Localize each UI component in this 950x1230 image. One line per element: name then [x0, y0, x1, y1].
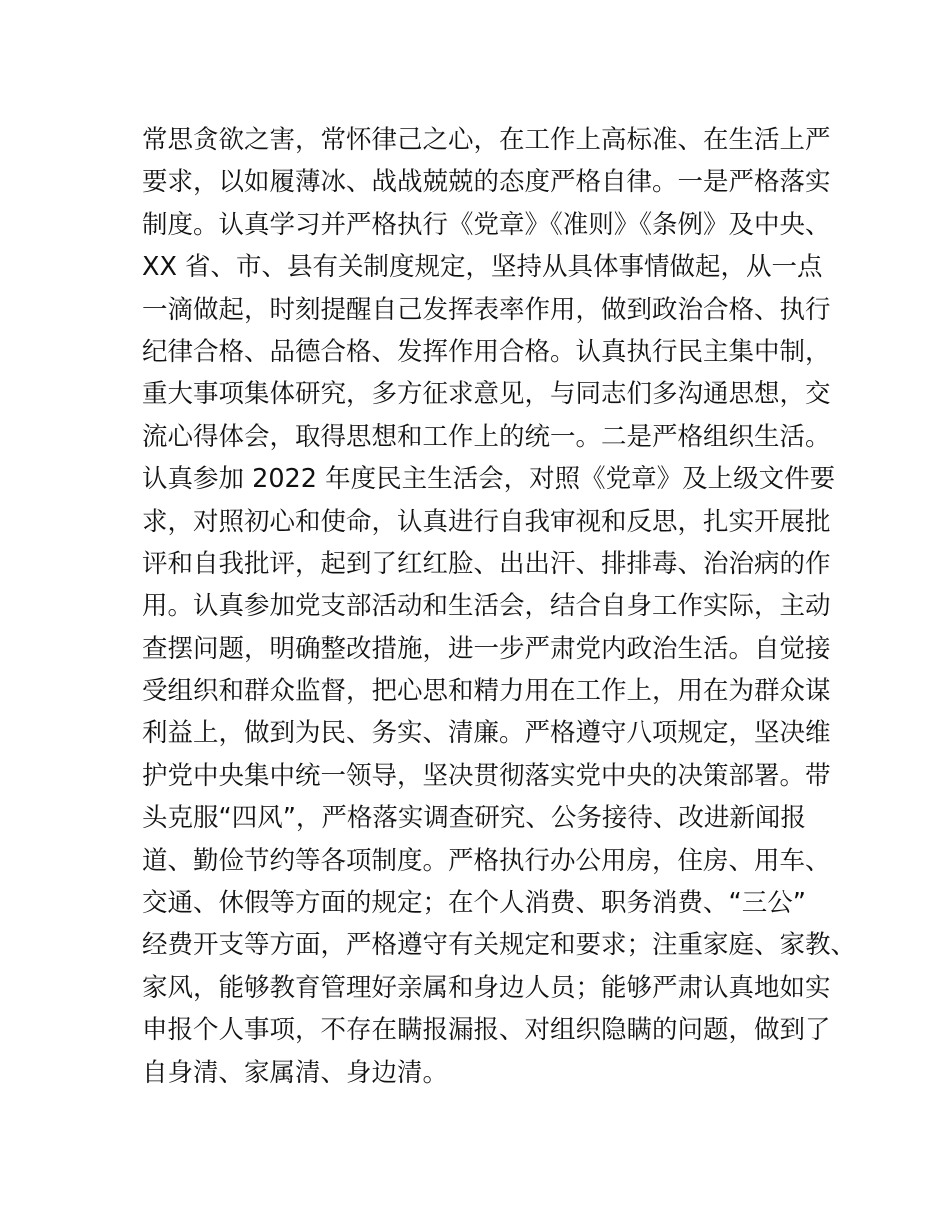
text-line: 常思贪欲之害，常怀律己之心，在工作上高标准、在生活上严 — [142, 125, 831, 155]
text-line: 认真参加 2022 年度民主生活会，对照《党章》及上级文件要 — [142, 464, 836, 495]
text-line: 纪律合格、品德合格、发挥作用合格。认真执行民主集中制， — [142, 336, 831, 367]
text-line: 一滴做起，时刻提醒自己发挥表率作用，做到政治合格、执行 — [142, 294, 831, 325]
text-line: 家风，能够教育管理好亲属和身边人员；能够严肃认真地如实 — [142, 972, 831, 1003]
text-line: 制度。认真学习并严格执行《党章》《准则》《条例》及中央、 — [142, 209, 831, 240]
text-line: 头克服“四风”，严格落实调查研究、公务接待、改进新闻报 — [142, 803, 806, 834]
text-line: 用。认真参加党支部活动和生活会，结合自身工作实际，主动 — [142, 591, 831, 622]
text-line: 受组织和群众监督，把心思和精力用在工作上，用在为群众谋 — [142, 676, 831, 707]
body-paragraph — [142, 119, 857, 1094]
text-line: 重大事项集体研究，多方征求意见，与同志们多沟通思想，交 — [142, 379, 831, 410]
text-line: 利益上，做到为民、务实、清廉。严格遵守八项规定，坚决维 — [142, 718, 831, 749]
text-line: 经费开支等方面，严格遵守有关规定和要求；注重家庭、家教、 — [142, 930, 857, 961]
text-line: 护党中央集中统一领导，坚决贯彻落实党中央的决策部署。带 — [142, 760, 831, 791]
text-line: 交通、休假等方面的规定；在个人消费、职务消费、“三公” — [142, 888, 806, 919]
text-line: 查摆问题，明确整改措施，进一步严肃党内政治生活。自觉接 — [142, 633, 831, 664]
text-line: 求，对照初心和使命，认真进行自我审视和反思，扎实开展批 — [142, 506, 831, 537]
text-line: 要求，以如履薄冰、战战兢兢的态度严格自律。一是严格落实 — [142, 167, 831, 198]
text-line: 申报个人事项，不存在瞒报漏报、对组织隐瞒的问题，做到了 — [142, 1015, 831, 1046]
text-line: 评和自我批评，起到了红红脸、出出汗、排排毒、治治病的作 — [142, 548, 831, 579]
text-line: 道、勤俭节约等各项制度。严格执行办公用房，住房、用车、 — [142, 845, 831, 876]
text-line: 流心得体会，取得思想和工作上的统一。二是严格组织生活。 — [142, 421, 831, 452]
text-line: XX 省、市、县有关制度规定，坚持从具体事情做起，从一点 — [142, 252, 823, 283]
text-line: 自身清、家属清、身边清。 — [142, 1057, 449, 1088]
